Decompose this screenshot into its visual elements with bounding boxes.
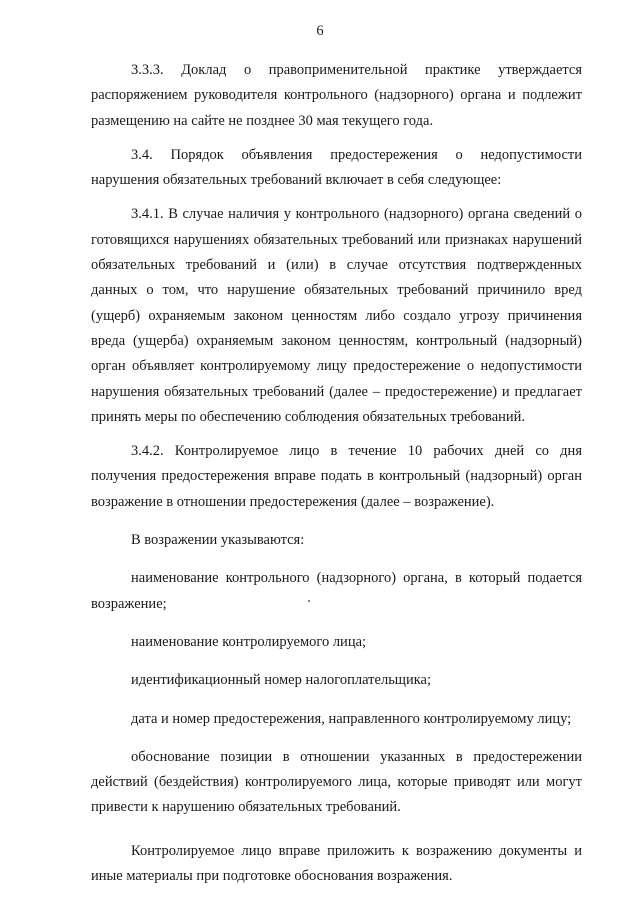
list-item-authority-name: наименование контрольного (надзорного) органа, в который подается возражение; [91, 570, 582, 612]
objection-contents-intro: В возражении указываются: [131, 532, 305, 549]
paragraph-3-4-1: 3.4.1. В случае наличия у контрольного (надзорного) органа сведений о готовящихся нарушениях обязательных требований или признаках нарушений обязательных требований и (или) в случае отсутствия подтвержденных данных о том, что нарушение обязательных требований причинило вред (ущерб) охраняемым законом ценностям либо создало угрозу причинения вреда (ущерба) охраняемым законом ценностям, контрольный (надзорный) орган объявляет контролируемому лицу предостережение о недопустимости нарушения обязательных требований (далее – предостережение) и предлагает принять меры по обеспечению соблюдения обязательных требований. [91, 206, 582, 425]
document-body [91, 58, 582, 889]
list-item-taxpayer-id: идентификационный номер налогоплательщика; [131, 672, 432, 689]
list-item-justification: обоснование позиции в отношении указанных в предостережении действий (бездействия) контролируемого лица, которые приводят или могут привести к нарушению обязательных требований. [91, 748, 582, 816]
list-item-controlled-person-name: наименование контролируемого лица; [131, 633, 367, 650]
list-item-warning-date-number: дата и номер предостережения, направленного контролируемому лицу; [131, 710, 572, 727]
paragraph-3-3-3: 3.3.3. Доклад о правоприменительной практике утверждается распоряжением руководителя контрольного (надзорного) органа и подлежит размещению на сайте не позднее 30 мая текущего года. [91, 62, 582, 129]
paragraph-attachments: Контролируемое лицо вправе приложить к возражению документы и иные материалы при подготовке обоснования возражения. [91, 842, 582, 885]
paragraph-3-4-2: 3.4.2. Контролируемое лицо в течение 10 рабочих дней со дня получения предостережения вправе подать в контрольный (надзорный) орган возражение в отношении предостережения (далее – возражение). [91, 443, 582, 510]
scan-speck [308, 600, 310, 602]
paragraph-3-4: 3.4. Порядок объявления предостережения о недопустимости нарушения обязательных требований включает в себя следующее: [91, 146, 582, 189]
page-number: 6 [316, 23, 324, 39]
